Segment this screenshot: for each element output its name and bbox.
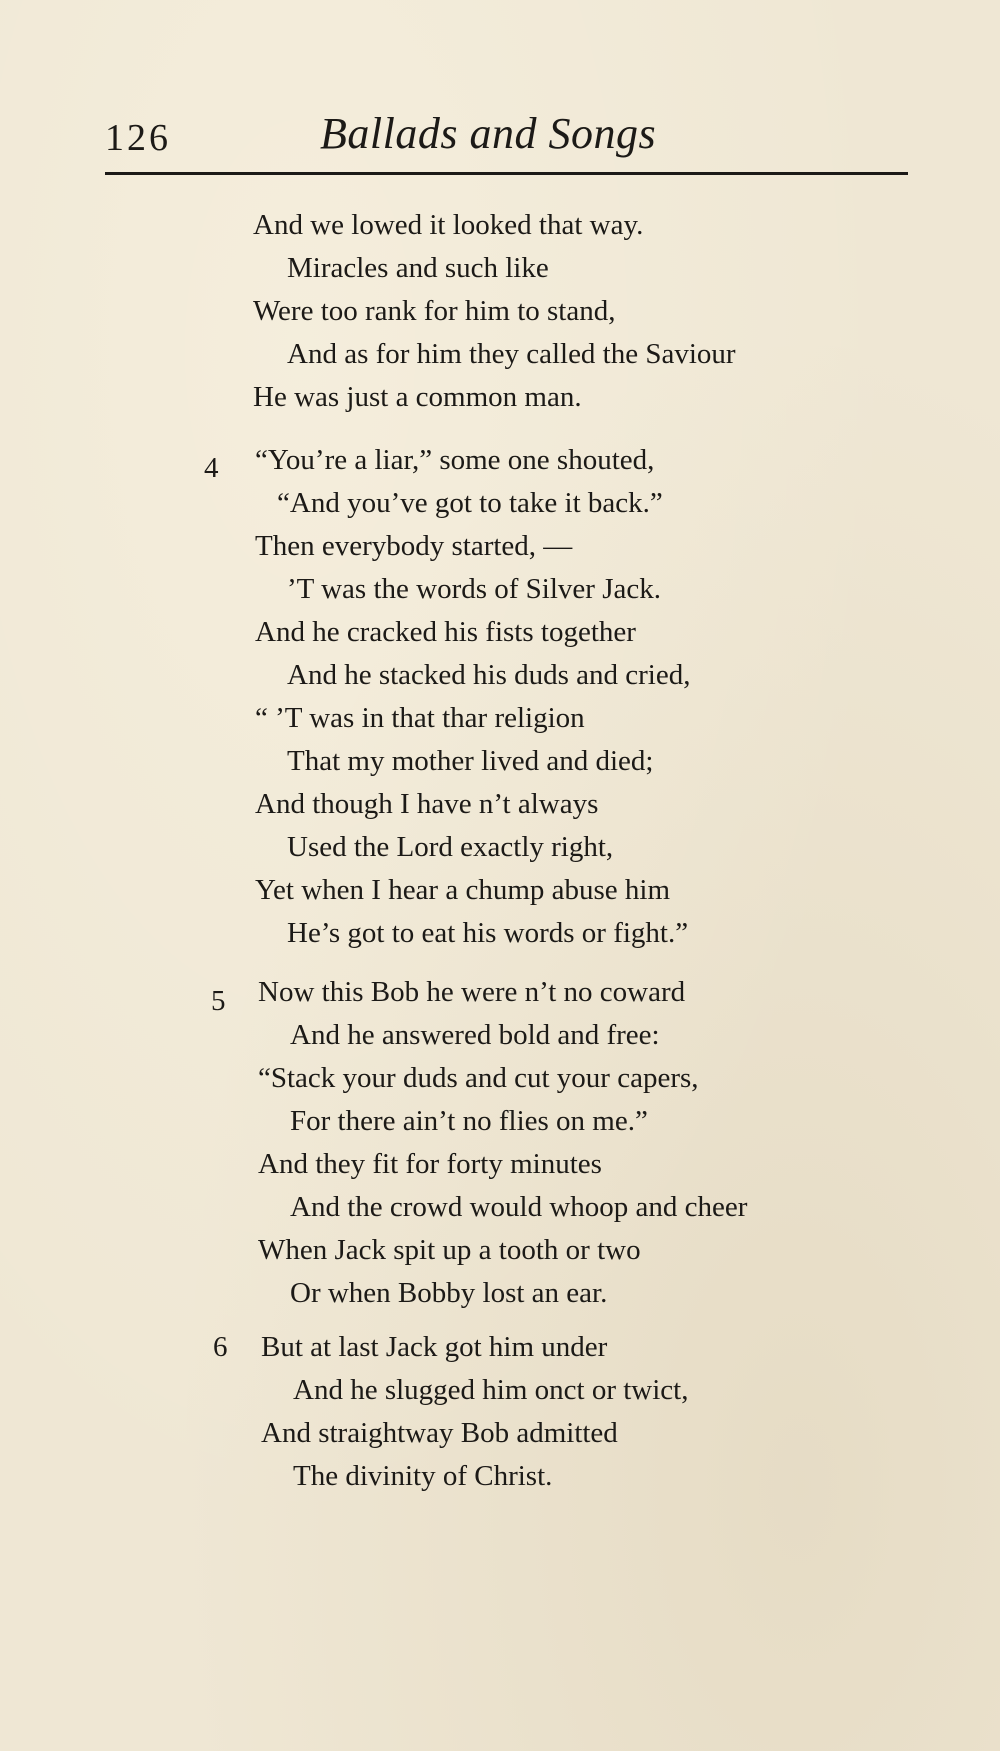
verse-line: For there ain’t no flies on me.” <box>290 1105 648 1137</box>
verse-line: He was just a common man. <box>253 381 582 413</box>
verse-line: That my mother lived and died; <box>287 745 654 777</box>
verse-line: ’T was the words of Silver Jack. <box>287 573 661 605</box>
stanza-number: 4 <box>204 452 219 484</box>
stanza-number: 6 <box>213 1331 228 1363</box>
page-number: 126 <box>105 117 171 159</box>
verse-line: When Jack spit up a tooth or two <box>258 1234 641 1266</box>
verse-line: Now this Bob he were n’t no coward <box>258 976 686 1008</box>
verse-line: “You’re a liar,” some one shouted, <box>255 444 655 476</box>
verse-line: And though I have n’t always <box>255 788 599 820</box>
verse-line: And he cracked his fists together <box>255 616 636 648</box>
running-header <box>105 108 908 174</box>
verse-line: “ ’T was in that thar religion <box>255 702 585 734</box>
verse-line: Used the Lord exactly right, <box>287 831 614 863</box>
header-rule <box>105 172 908 175</box>
verse-line: But at last Jack got him under <box>261 1331 608 1363</box>
verse-line: And he stacked his duds and cried, <box>287 659 691 691</box>
verse-line: Miracles and such like <box>287 252 549 284</box>
verse-line: He’s got to eat his words or fight.” <box>287 917 689 949</box>
verse-line: “Stack your duds and cut your capers, <box>258 1062 699 1094</box>
verse-line: And he slugged him onct or twict, <box>293 1374 689 1406</box>
stanza-number: 5 <box>211 985 226 1017</box>
verse-line: Then everybody started, — <box>255 530 573 562</box>
verse-line: And straightway Bob admitted <box>261 1417 618 1449</box>
verse-line: And the crowd would whoop and cheer <box>290 1191 748 1223</box>
verse-line: And they fit for forty minutes <box>258 1148 602 1180</box>
verse-line: And we lowed it looked that way. <box>253 209 644 241</box>
verse-line: Yet when I hear a chump abuse him <box>255 874 671 906</box>
verse-line: “And you’ve got to take it back.” <box>277 487 663 519</box>
verse-line: And he answered bold and free: <box>290 1019 660 1051</box>
running-title: Ballads and Songs <box>320 109 657 158</box>
verse-line: Were too rank for him to stand, <box>253 295 616 327</box>
verse-line: Or when Bobby lost an ear. <box>290 1277 608 1309</box>
verse-line: And as for him they called the Saviour <box>287 338 736 370</box>
verse-line: The divinity of Christ. <box>293 1460 553 1492</box>
